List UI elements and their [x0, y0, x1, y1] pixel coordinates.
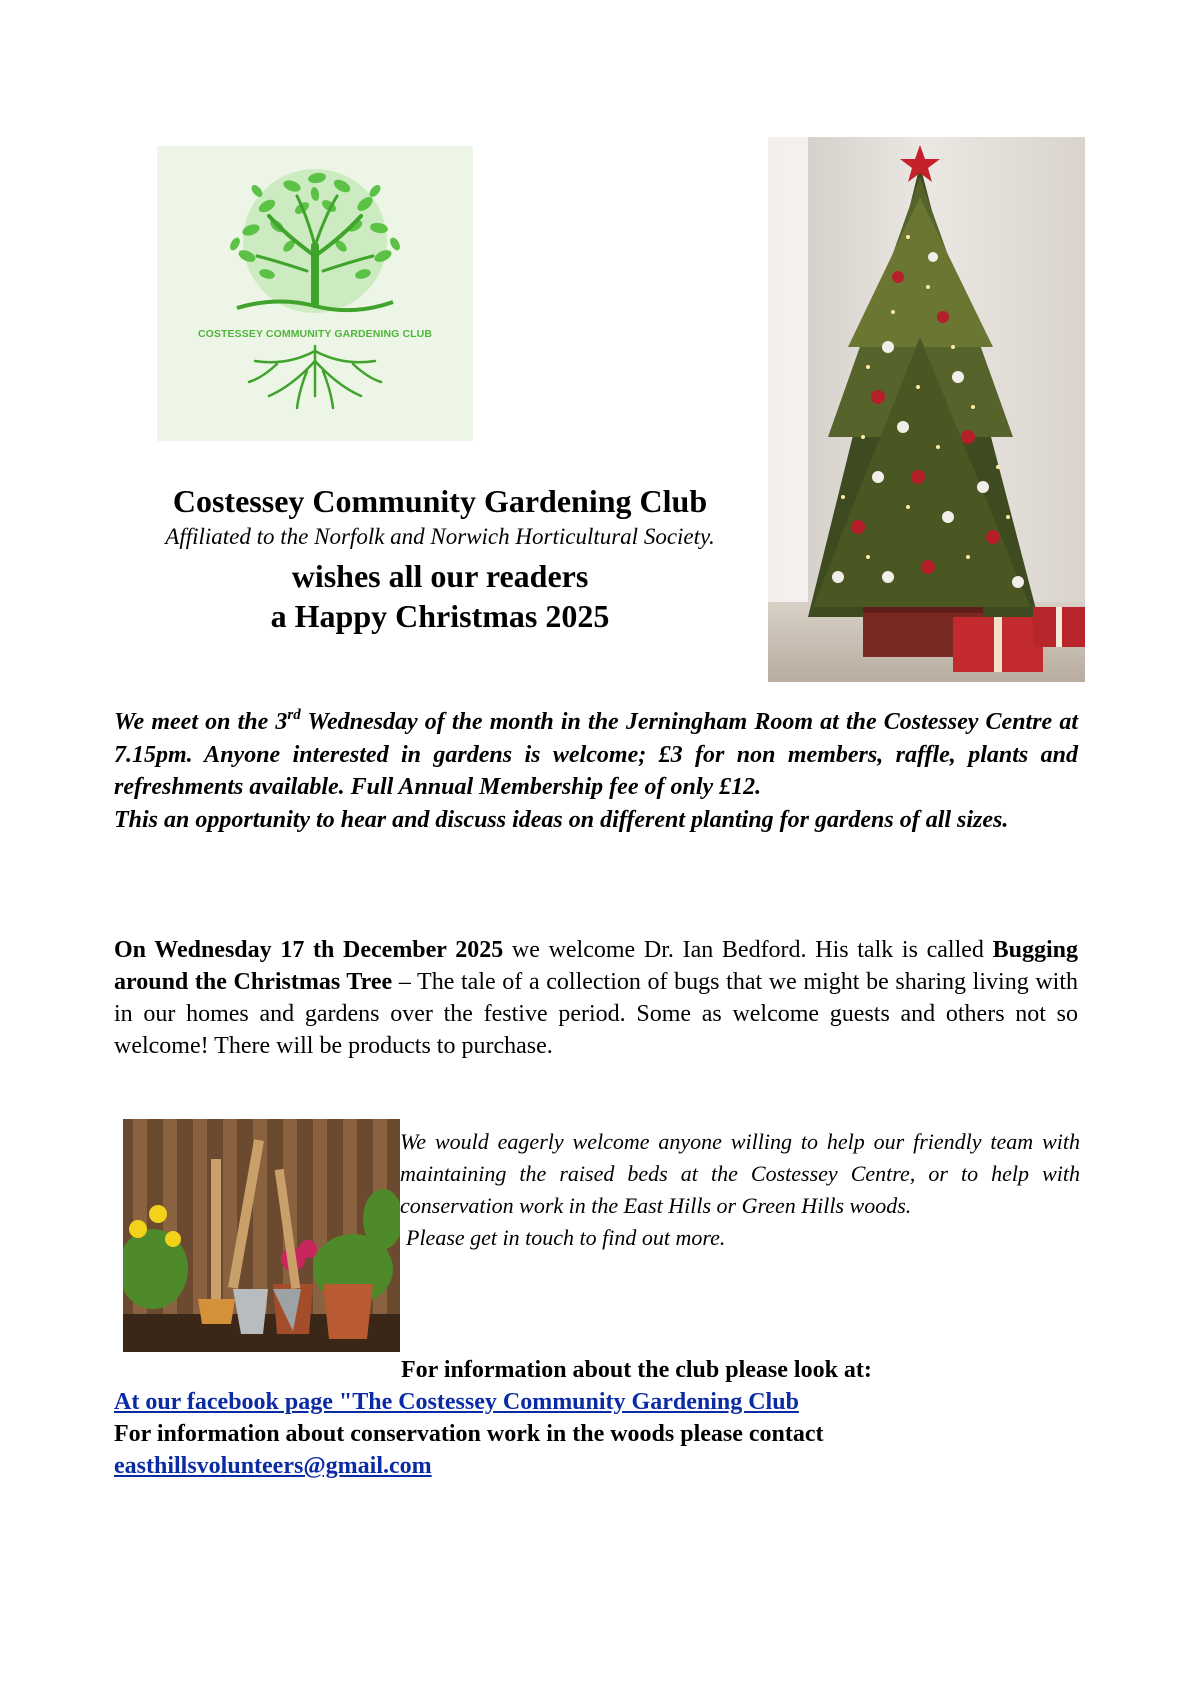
conservation-info-text: For information about conservation work in the woods please contact	[114, 1421, 824, 1447]
meeting-paragraph	[114, 706, 1078, 804]
talk-intro: we welcome Dr. Ian Bedford. His talk is called	[503, 937, 993, 963]
christmas-tree-photo	[768, 137, 1085, 682]
greeting-line-1: wishes all our readers	[291, 558, 589, 594]
club-info-heading: For information about the club please look at:	[401, 1357, 872, 1383]
volunteer-paragraph	[400, 1126, 1080, 1254]
tree-of-life-logo	[157, 146, 473, 441]
club-logo	[157, 146, 473, 441]
garden-tools-photo	[123, 1119, 400, 1352]
opportunity-paragraph: This an opportunity to hear and discuss ideas on different planting for gardens of all sizes.	[114, 806, 1009, 833]
talk-paragraph	[114, 934, 1078, 1062]
club-name-heading: Costessey Community Gardening Club	[172, 483, 708, 519]
meeting-intro: We meet on the 3	[114, 709, 288, 735]
ordinal-suffix: rd	[287, 707, 301, 723]
title-block	[115, 482, 765, 636]
contact-prompt: Please get in touch to find out more.	[406, 1225, 726, 1250]
logo-caption: COSTESSEY COMMUNITY GARDENING CLUB	[197, 328, 433, 340]
volunteer-text: We would eagerly welcome anyone willing to help our friendly team with maintaining the raised beds at the Costessey Centre, or to help with conservation work in the East Hills or Green Hills woods.	[400, 1129, 1080, 1218]
facebook-page-link[interactable]: At our facebook page "The Costessey Community Gardening Club	[114, 1389, 799, 1415]
talk-date: On Wednesday 17 th December 2025	[114, 937, 504, 963]
meeting-info	[114, 706, 1078, 836]
talk-title: Bugging around the Christmas Tree	[114, 937, 1078, 995]
affiliation-text: Affiliated to the Norfolk and Norwich Horticultural Society.	[165, 524, 715, 549]
email-link[interactable]: easthillsvolunteers@gmail.com	[114, 1453, 432, 1479]
greeting-line-2: a Happy Christmas 2025	[270, 598, 610, 634]
talk-description: – The tale of a collection of bugs that we might be sharing living with in our homes and gardens over the festive period. Some as welcome guests and others not so welcome! There will be products to purchase.	[114, 969, 1079, 1059]
meeting-details: Wednesday of the month in the Jerningham Room at the Costessey Centre at 7.15pm. Anyone interested in gardens is welcome; £3 for non members, raffle, plants and refreshments available. Full Annual Membership fee of only £12.	[114, 709, 1078, 800]
